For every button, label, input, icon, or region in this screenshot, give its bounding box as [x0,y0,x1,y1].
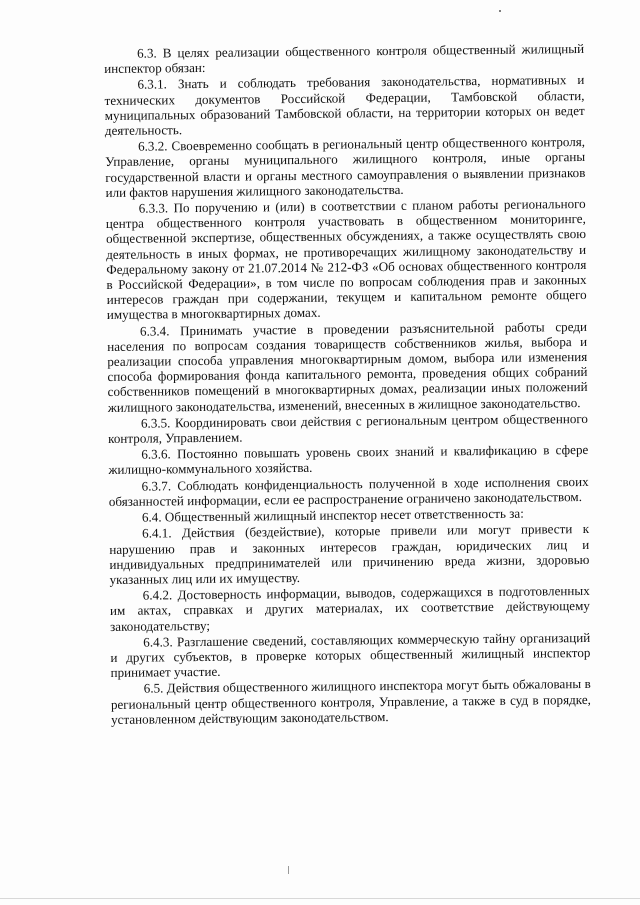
clause-6-3-3: 6.3.3. По поручению и (или) в соответствии с планом работы регионального центра общественного контроля участвовать в общественном мониторинге, общественной экспертизе, общественных обсуждениях, а также осуществлять свою деятельность в иных формах, не противоречащих жилищному законодательству и Федеральному закону от 21.07.2014 № 212-ФЗ «Об основах общественного контроля в Российской Федерации», в том числе по вопросам соблюдения прав и законных интересов граждан при содержании, текущем и капитальном ремонте общего имущества в многоквартирных домах. [105,195,587,323]
clause-6-3-1: 6.3.1. Знать и соблюдать требования законодательства, нормативных и технических документов Российской Федерации, Тамбовской области, муниципальных образований Тамбовской области, на территории которых он ведет деятельность. [104,72,585,139]
scan-speck [499,10,501,12]
clause-6-4: 6.4. Общественный жилищный инспектор несет ответственность за: [141,505,524,525]
scan-edge-line [0,898,640,899]
clause-6-3-5: 6.3.5. Координировать свои действия с региональным центром общественного контроля, Управлением. [108,410,589,447]
clause-6-3-6: 6.3.6. Постоянно повышать уровень своих знаний и квалификацию в сфере жилищно-коммунального хозяйства. [108,442,589,478]
clause-6-4-3: 6.4.3. Разглашение сведений, составляющих коммерческую тайну организаций и других субъектов, в проверке которых общественный жилищный инспектор принимает участие. [110,629,591,681]
clause-6-4-2: 6.4.2. Достоверность информации, выводов, содержащихся в подготовленных им актах, справках и других материалах, их соответствие действующему законодательству; [109,583,590,634]
document-body [104,41,591,728]
clause-6-3: 6.3. В целях реализации общественного контроля общественный жилищный инспектор обязан: [104,40,585,77]
clause-6-4-1: 6.4.1. Действия (бездействие), которые привели или могут привести к нарушению прав и законных интересов граждан, юридических лиц и индивидуальных предпринимателей или причинению вреда жизни, здоровью указанных лиц или их имуществу. [109,521,590,587]
clause-6-3-2: 6.3.2. Своевременно сообщать в региональный центр общественного контроля, Управление, органы муниципального жилищного контроля, иные органы государственной власти и органы местного самоуправления о выявлении признаков или фактов нарушения жилищного законодательства. [105,134,586,200]
clause-6-3-7: 6.3.7. Соблюдать конфиденциальность полученной в ходе исполнения своих обязанностей информации, если ее распространение ограничено законодательством. [108,473,589,509]
scan-mark [288,866,289,874]
clause-6-5: 6.5. Действия общественного жилищного инспектора могут быть обжалованы в региональный центр общественного контроля, Управление, а также в суд в порядке, установленном действующим законодательством. [110,676,591,727]
clause-6-3-4: 6.3.4. Принимать участие в проведении разъяснительной работы среди населения по вопросам создания товариществ собственников жилья, выбора и реализации способа управления многоквартирным домом, выбора или изменения способа формирования фонда капитального ремонта, проведения общих собраний собственников помещений в многоквартирных домах, реализации иных положений жилищного законодательства, изменений, внесенных в жилищное законодательство. [107,318,588,415]
